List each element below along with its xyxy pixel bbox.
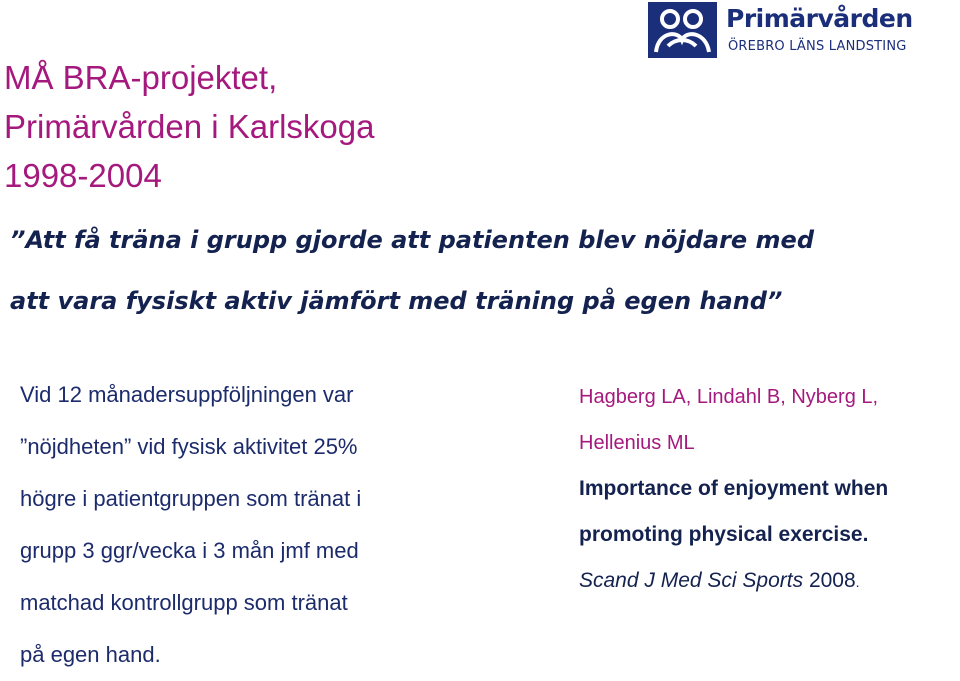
quote-line-2: att vara fysiskt aktiv jämfört med träning på egen hand” [10,287,783,315]
journal-period: . [855,574,860,590]
result-summary [20,369,361,681]
summary-line-5: matchad kontrollgrupp som tränat [20,590,348,615]
logo-subtitle: ÖREBRO LÄNS LANDSTING [728,39,907,54]
authors-line-2: Hellenius ML [579,432,695,454]
summary-line-6: på egen hand. [20,642,161,667]
ref-title-line-1: Importance of enjoyment when [579,477,889,500]
title-line-1: MÅ BRA-projektet, [4,59,278,96]
journal-year: 2008 [803,569,856,592]
reference-title [579,466,959,558]
summary-line-1: Vid 12 månadersuppföljningen var [20,382,354,407]
summary-line-2: ”nöjdheten” vid fysisk aktivitet 25% [20,434,358,459]
reference-journal [579,558,959,605]
authors-line-1: Hagberg LA, Lindahl B, Nyberg L, [579,386,879,408]
primarvarden-logo [648,2,938,62]
title-line-2: Primärvården i Karlskoga [4,108,375,145]
reference-authors [579,374,959,466]
ref-title-line-2: promoting physical exercise. [579,523,869,546]
summary-line-4: grupp 3 ggr/vecka i 3 mån jmf med [20,538,359,563]
primarvarden-logo-icon [648,2,717,58]
patient-quote [10,210,814,332]
logo-name: Primärvården [726,4,913,33]
summary-line-3: högre i patientgruppen som tränat i [20,486,362,511]
title-line-3: 1998-2004 [4,157,162,194]
reference-citation [579,374,959,605]
quote-line-1: ”Att få träna i grupp gjorde att patienten blev nöjdare med [10,226,815,254]
journal-name: Scand J Med Sci Sports [579,569,804,592]
page-title [4,53,374,200]
